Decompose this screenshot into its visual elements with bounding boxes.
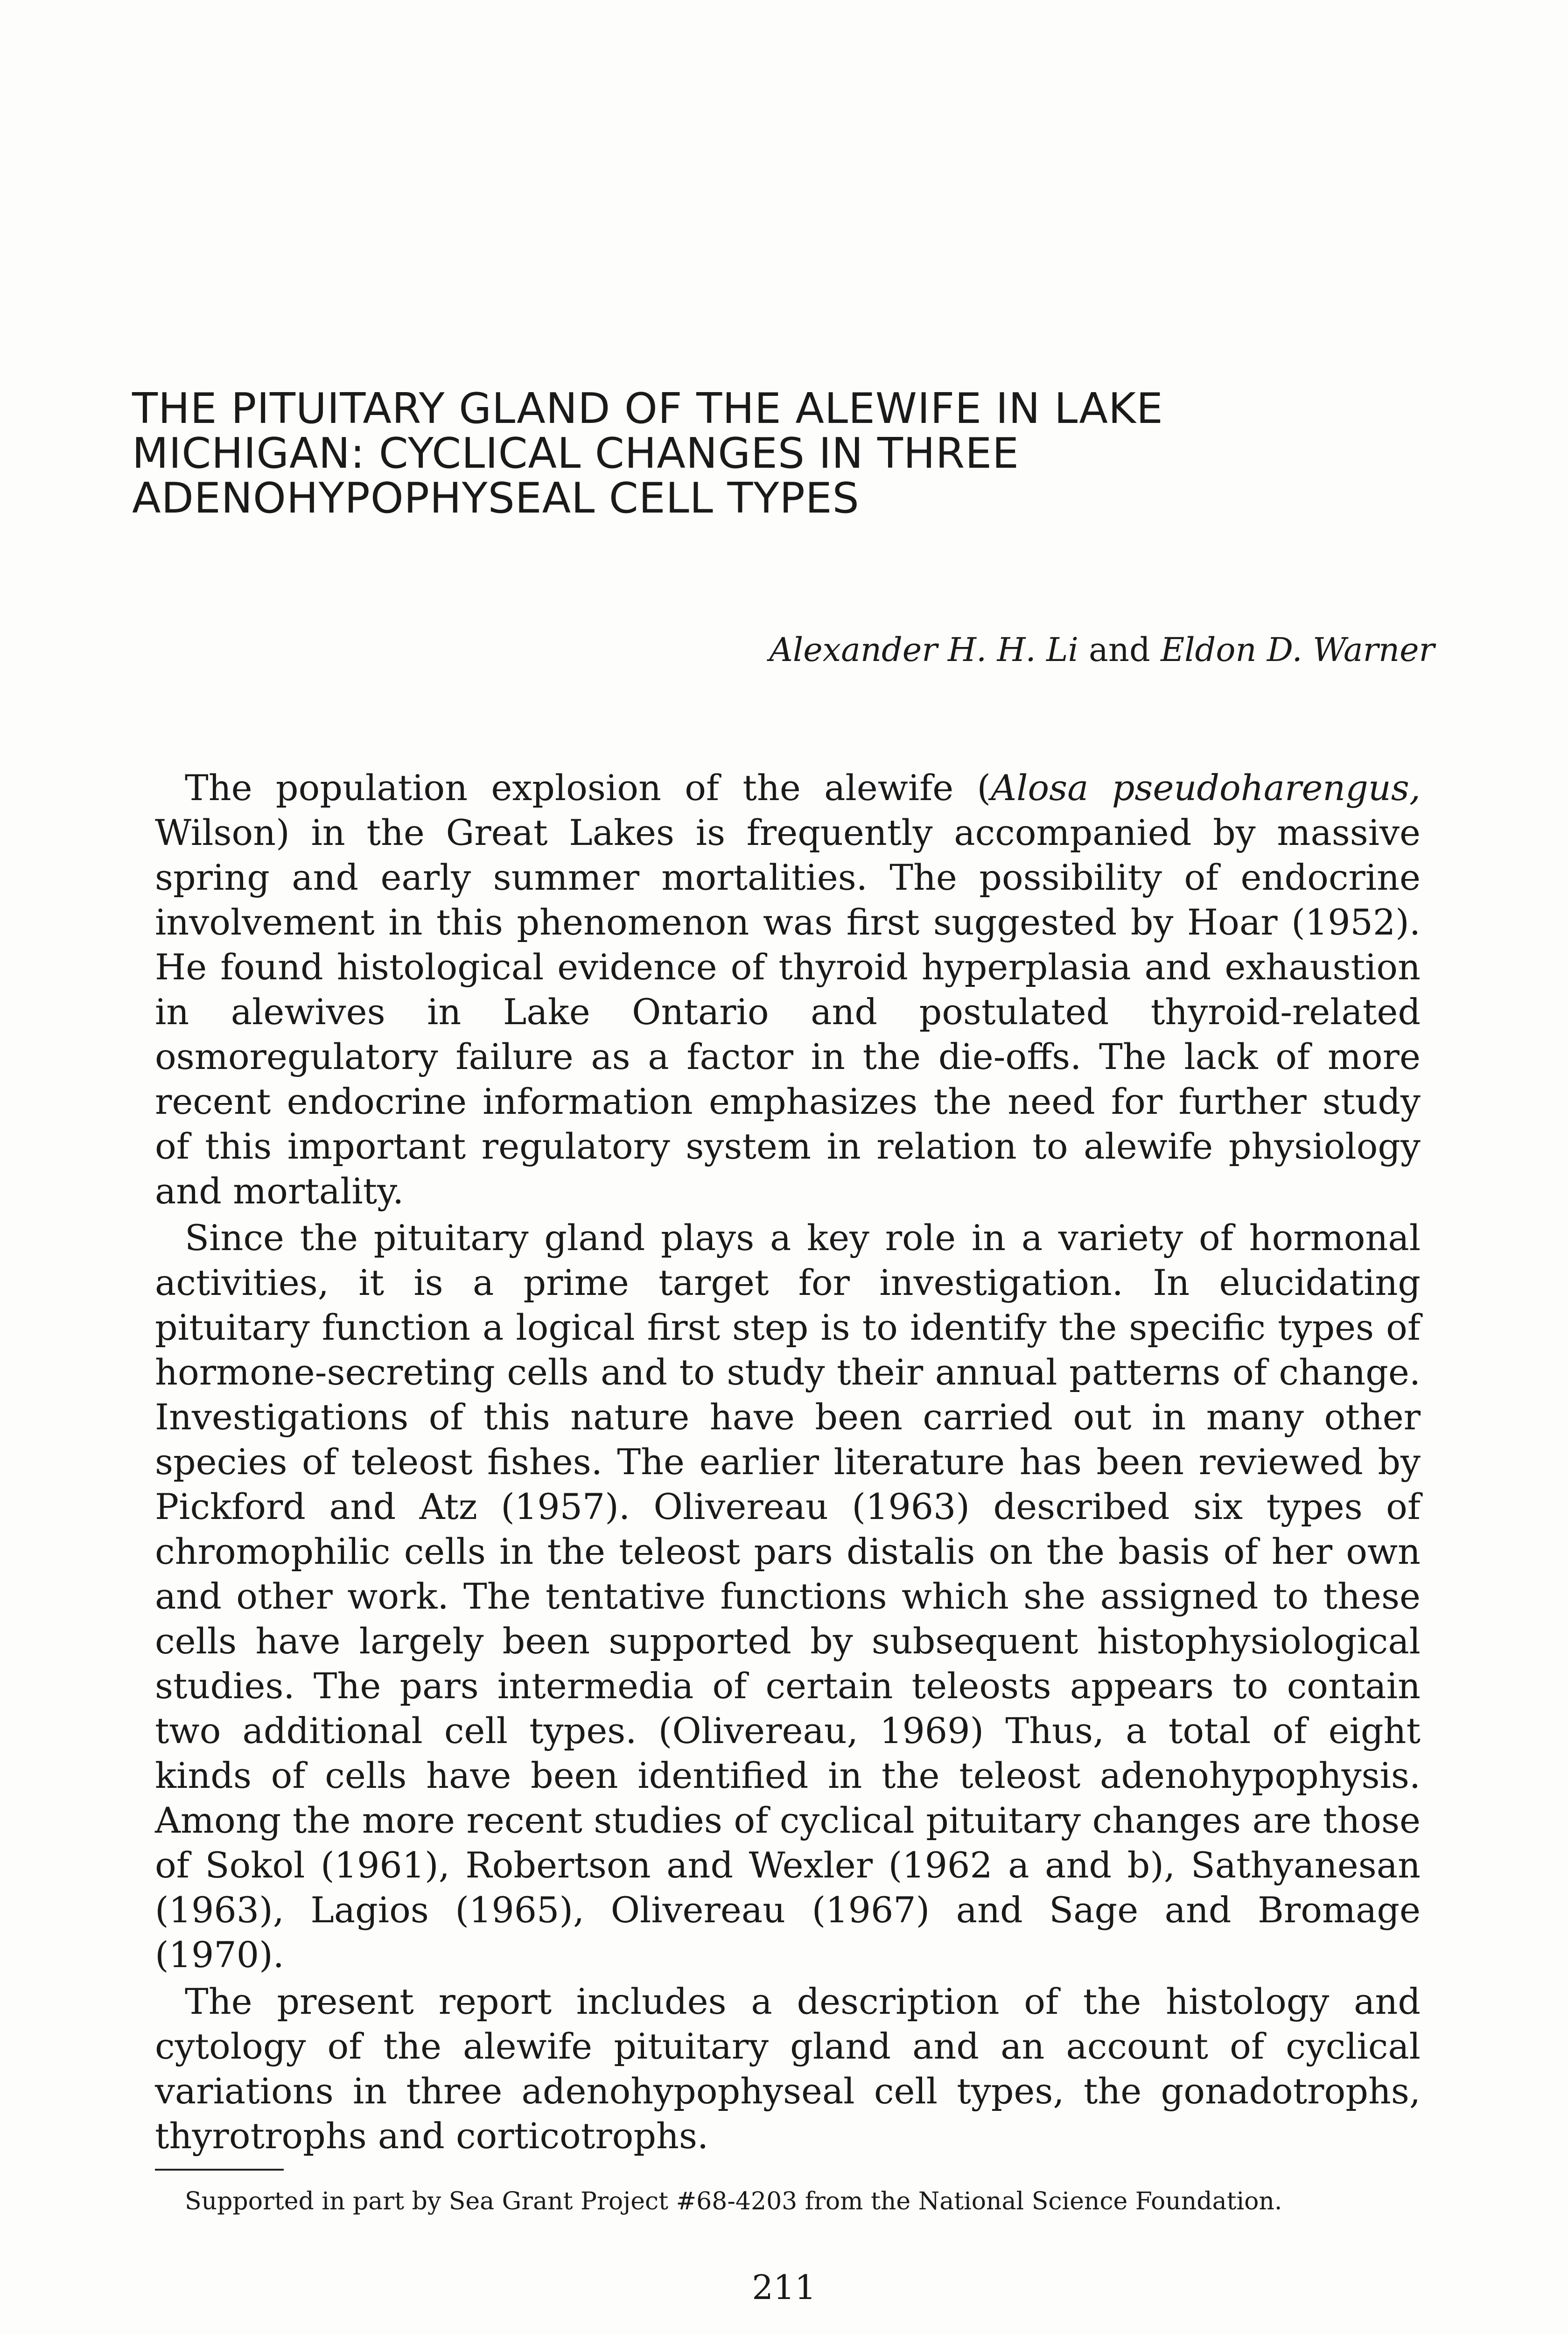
article-body bbox=[155, 766, 1421, 2158]
paragraph-1 bbox=[155, 766, 1421, 1214]
title-line-3: ADENOHYPOPHYSEAL CELL TYPES bbox=[132, 474, 860, 523]
author-line bbox=[721, 631, 1435, 668]
page-number: 211 bbox=[752, 2268, 816, 2307]
footnote-divider bbox=[155, 2169, 284, 2171]
paragraph-2: Since the pituitary gland plays a key role in a variety of hormonal activities, it is a prime target for investigation. In elucidating pituitary function a logical first step is to identify the specific types of hormone-secreting cells and to study their annual patterns of change. Investigations of this nature have been carried out in many other species of teleost fishes. The earlier literature has been reviewed by Pickford and Atz (1957). Olivereau (1963) described six types of chromophilic cells in the teleost pars distalis on the basis of her own and other work. The tentative functions which she assigned to these cells have largely been supported by subsequent histophysiological studies. The pars intermedia of certain teleosts appears to contain two additional cell types. (Olivereau, 1969) Thus, a total of eight kinds of cells have been identified in the teleost adenohypophysis. Among the more recent studies of cyclical pituitary changes are those of Sokol (1961), Robertson and Wexler (1962 a and b), Sathyanesan (1963), Lagios (1965), Olivereau (1967) and Sage and Bromage (1970). bbox=[155, 1217, 1421, 1975]
species-name: Alosa pseudoharengus, bbox=[991, 767, 1421, 808]
article-title bbox=[132, 384, 1439, 523]
paragraph-3: The present report includes a description of the histology and cytology of the alewife pituitary gland and an account of cyclical variations in three adenohypophyseal cell types, the gonadotrophs, thyrotrophs and corticotrophs. bbox=[155, 1981, 1421, 2157]
author-1: Alexander H. H. Li bbox=[769, 631, 1078, 669]
paragraph-1-text-b: Wilson) in the Great Lakes is frequently accompanied by massive spring and early summer mortalities. The possibility of endocrine involvement in this phenomenon was first suggested by Hoar (1952). He found histological evidence of thyroid hyperplasia and exhaustion in alewives in Lake Ontario and postulated thyroid-related osmoregulatory failure as a factor in the die-offs. The lack of more recent endocrine information emphasizes the need for further study of this important regulatory system in relation to alewife physiology and mortality. bbox=[155, 812, 1421, 1212]
title-line-1: THE PITUITARY GLAND OF THE ALEWIFE IN LAKE bbox=[132, 384, 1163, 433]
author-2: Eldon D. Warner bbox=[1161, 631, 1435, 669]
paragraph-1-text-a: The population explosion of the alewife ( bbox=[185, 767, 991, 808]
footnote: Supported in part by Sea Grant Project #68-4203 from the National Science Foundation. bbox=[185, 2187, 1282, 2215]
author-conjunction: and bbox=[1089, 631, 1150, 669]
title-line-2: MICHIGAN: CYCLICAL CHANGES IN THREE bbox=[132, 429, 1019, 478]
